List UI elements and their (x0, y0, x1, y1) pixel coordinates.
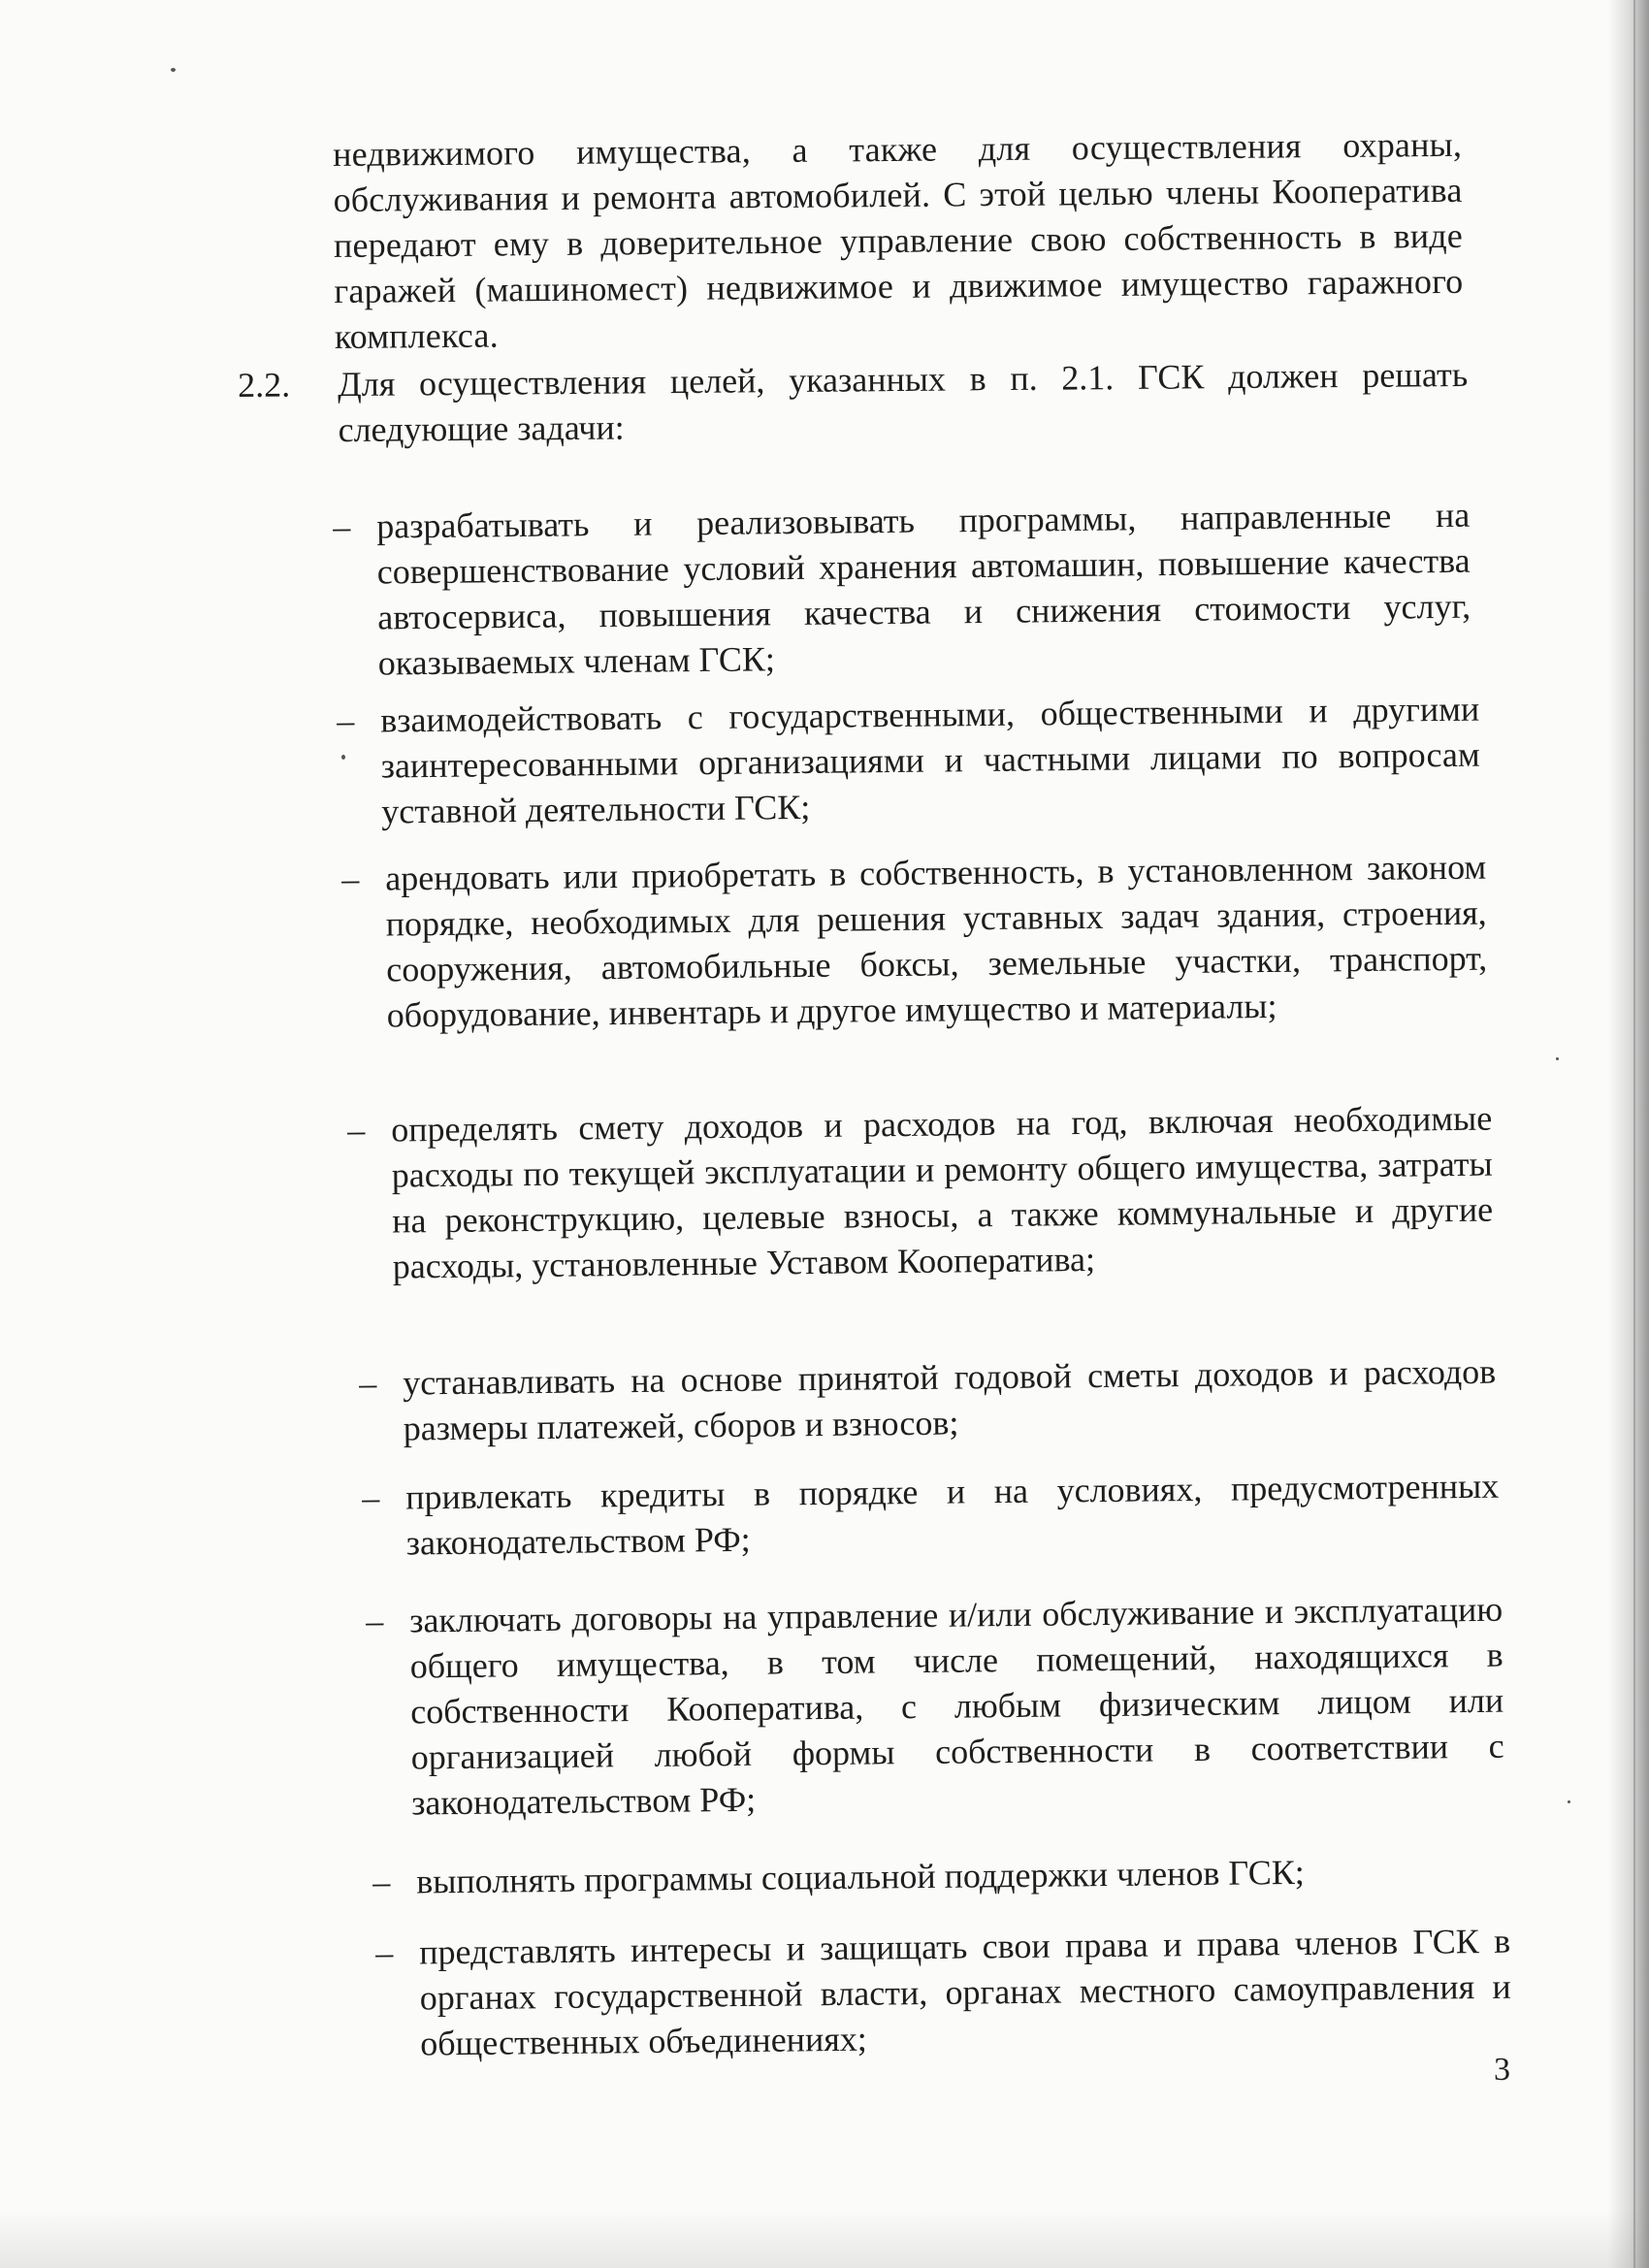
list-item-text: взаимодействовать с государственными, общественными и другими заинтересованными организациями и частными лицами по вопросам уставной деятельности ГСК; (380, 689, 1480, 831)
bullet-dash: – (337, 700, 355, 740)
list-item (337, 687, 1480, 831)
list-item-text: разрабатывать и реализовывать программы, направленные на совершенствование условий хранения автомашин, повышение качества автосервиса, повышения качества и снижения стоимости услуг, оказываемых членам ГСК; (376, 495, 1471, 683)
list-item (341, 845, 1488, 1035)
scan-speck (341, 755, 345, 760)
list-item-text: привлекать кредиты в порядке и на условиях, предусмотренных законодательством РФ; (405, 1466, 1500, 1563)
bullet-dash: – (362, 1477, 380, 1517)
scan-bottom-fade (0, 2210, 1649, 2268)
list-item (359, 1349, 1497, 1448)
list-item-text: представлять интересы и защищать свои права и права членов ГСК в органах государственной власти, органах местного самоуправления и общественных объединениях; (419, 1921, 1511, 2063)
section-number: 2.2. (238, 365, 291, 405)
bullet-dash: – (341, 859, 360, 898)
list-item-text: заключать договоры на управление и/или обслуживание и эксплуатацию общего имущества, в том числе помещений, находящихся в собственности Кооператива, с любым физическим лицом или организацией любой формы собственности в соответствии с законодательством РФ; (409, 1589, 1504, 1823)
list-item (362, 1464, 1500, 1563)
list-item-text: арендовать или приобретать в собственность, в установленном законом порядке, необходимых для решения уставных задач здания, строения, сооружения, автомобильные боксы, земельные участки, транспорт, оборудование, инвентарь и другое имущество и материалы; (385, 847, 1488, 1035)
bullet-dash: – (372, 1862, 391, 1901)
bullet-dash: – (333, 506, 351, 546)
scan-edge-shadow (1608, 0, 1649, 2268)
page-number: 3 (1494, 2052, 1510, 2088)
scan-speck (1568, 1800, 1570, 1803)
list-item-text: устанавливать на основе принятой годовой сметы доходов и расходов размеры платежей, сборов и взносов; (403, 1351, 1497, 1448)
scan-speck (1556, 1057, 1559, 1060)
list-item-text: определять смету доходов и расходов на год, включая необходимые расходы по текущей эксплуатации и ремонту общего имущества, затраты на реконструкцию, целевые взносы, а также коммунальные и другие расходы, установленные Уставом Кооператива; (391, 1098, 1494, 1286)
list-item (333, 493, 1471, 683)
intro-paragraph: недвижимого имущества, а также для осуществления охраны, обслуживания и ремонта автомобилей. С этой целью члены Кооператива передают ему в доверительное управление свою собственность в виде гаражей (машиномест) недвижимое и движимое имущество гаражного комплекса. (333, 124, 1464, 356)
bullet-dash: – (347, 1110, 366, 1150)
list-item (366, 1587, 1504, 1823)
scan-speck (171, 68, 176, 72)
bullet-dash: – (366, 1601, 384, 1640)
list-item-text: выполнять программы социальной поддержки членов ГСК; (416, 1852, 1305, 1901)
list-item (372, 1848, 1507, 1901)
scan-edge-line (1633, 0, 1635, 2268)
bullet-dash: – (359, 1363, 377, 1403)
section-heading-text: Для осуществления целей, указанных в п. 2.1. ГСК должен решать следующие задачи: (338, 354, 1469, 450)
list-item (347, 1096, 1494, 1286)
bullet-dash: – (375, 1932, 394, 1972)
list-item (375, 1919, 1511, 2063)
